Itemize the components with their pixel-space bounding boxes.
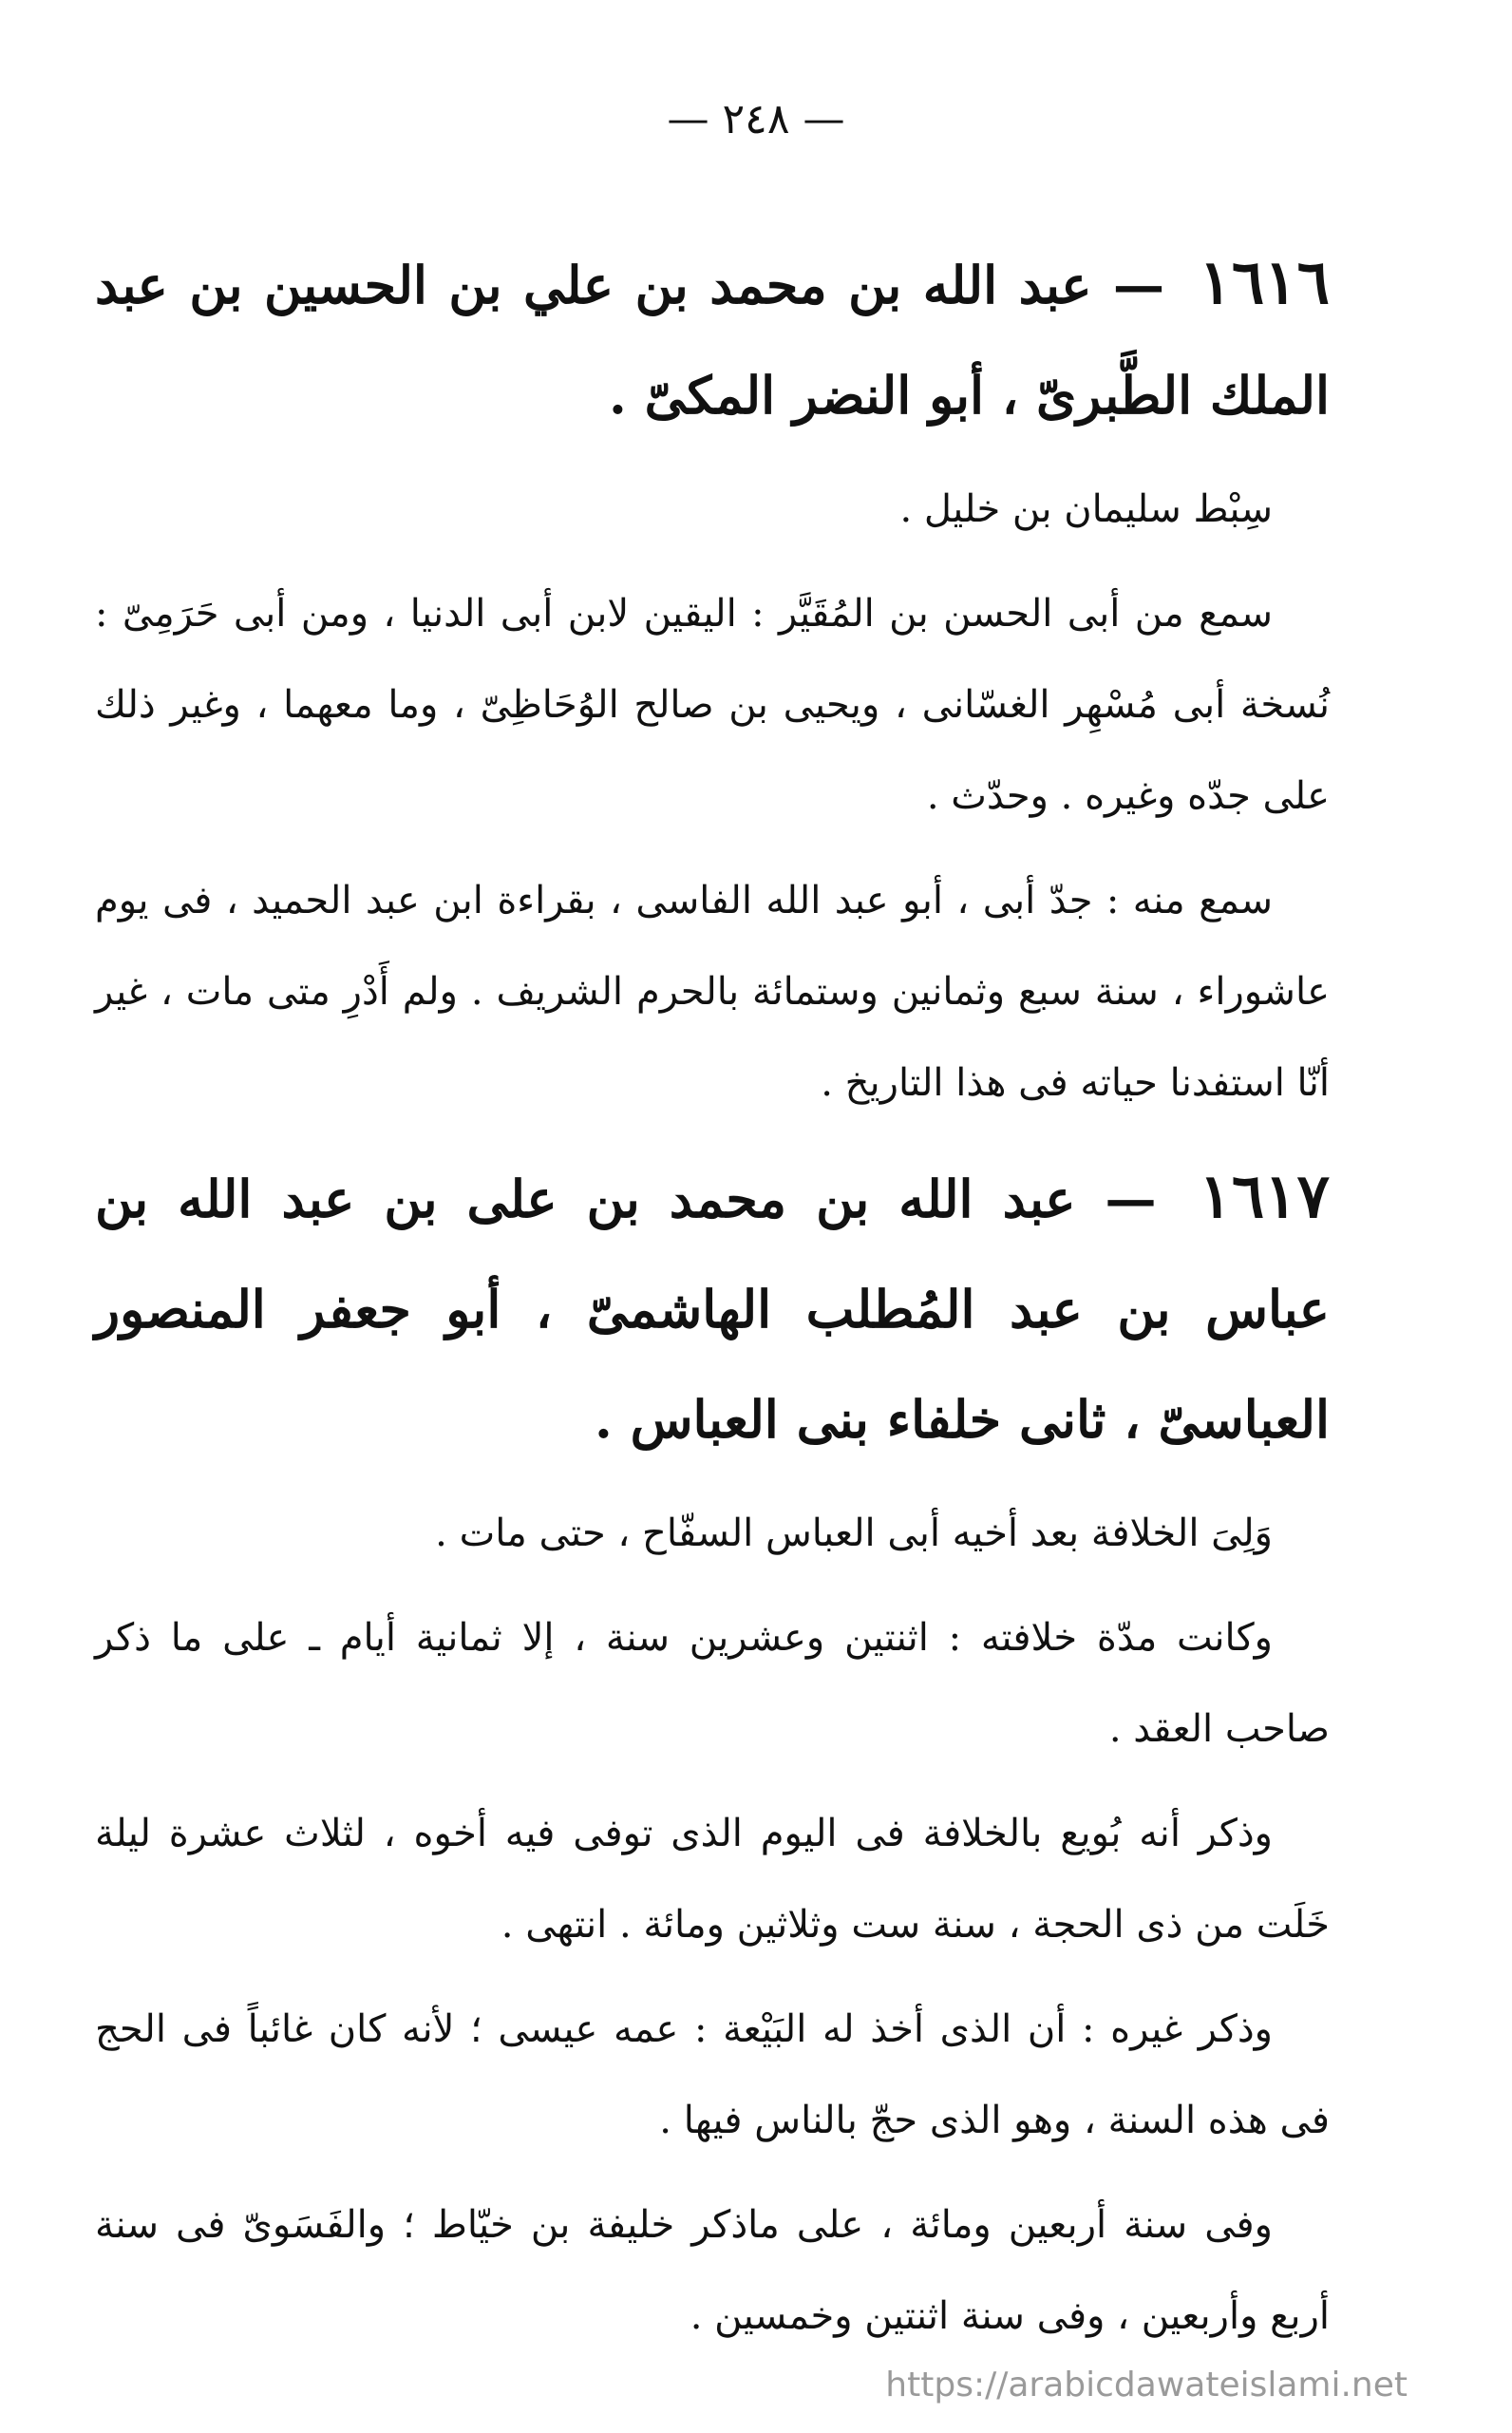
entry-paragraph: وكانت مدّة خلافته : اثنتين وعشرين سنة ، إلا ثمانية أيام ـ على ما ذكر صاحب العقد . [95,1616,1330,1751]
entry-heading [95,228,1330,450]
entry-dash: — [1105,1169,1157,1229]
page-number: — ٢٤٨ — [667,95,845,143]
entry-number: ١٦١٧ [1199,1161,1331,1232]
entry-paragraph: سمع منه : جدّ أبى ، أبو عبد الله الفاسى ، بقراءة ابن عبد الحميد ، فى يوم عاشوراء ، سنة سبع وثمانين وستمائة بالحرم الشريف . ولم أَدْرِ متى مات ، غير أنّا استفدنا حياته فى هذا التاريخ . [95,879,1330,1105]
entry-heading-text: عبد الله بن محمد بن علي بن الحسين بن عبد الملك الطَّبرىّ ، أبو النضر المكىّ . [95,255,1330,426]
entry-paragraph: وفى سنة أربعين ومائة ، على ماذكر خليفة بن خيّاط ؛ والفَسَوىّ فى سنة أربع وأربعين ، وفى سنة اثنتين وخمسين . [95,2203,1330,2338]
entry-heading-text: عبد الله بن محمد بن على بن عبد الله بن عباس بن عبد المُطلب الهاشمىّ ، أبو جعفر المنصور العباسىّ ، ثانى خلفاء بنى العباس . [95,1169,1330,1450]
entry-paragraph: سِبْط سليمان بن خليل . [899,487,1273,531]
entry-heading [95,1142,1330,1474]
entry-number: ١٦١٦ [1199,247,1330,318]
watermark-url: https://arabicdawateislami.net [885,2366,1408,2404]
page-body [95,228,1330,2375]
entry-paragraph: وذكر أنه بُويع بالخلافة فى اليوم الذى توفى فيه أخوه ، لثلاث عشرة ليلة خَلَت من ذى الحجة ، سنة ست وثلاثين ومائة . انتهى . [95,1812,1330,1947]
entry-paragraph: وَلِىَ الخلافة بعد أخيه أبى العباس السفّاح ، حتى مات . [435,1511,1273,1555]
entry-dash: — [1112,255,1164,315]
entry-paragraph: سمع من أبى الحسن بن المُقَيَّر : اليقين لابن أبى الدنيا ، ومن أبى حَرَمِىّ : نُسخة أبى مُسْهِر الغسّانى ، ويحيى بن صالح الوُحَاظِىّ ، وما معهما ، وغير ذلك على جدّه وغيره . وحدّث . [95,592,1330,818]
entry-paragraph: وذكر غيره : أن الذى أخذ له البَيْعة : عمه عيسى ؛ لأنه كان غائباً فى الحج فى هذه السنة ، وهو الذى حجّ بالناس فيها . [95,2007,1330,2142]
